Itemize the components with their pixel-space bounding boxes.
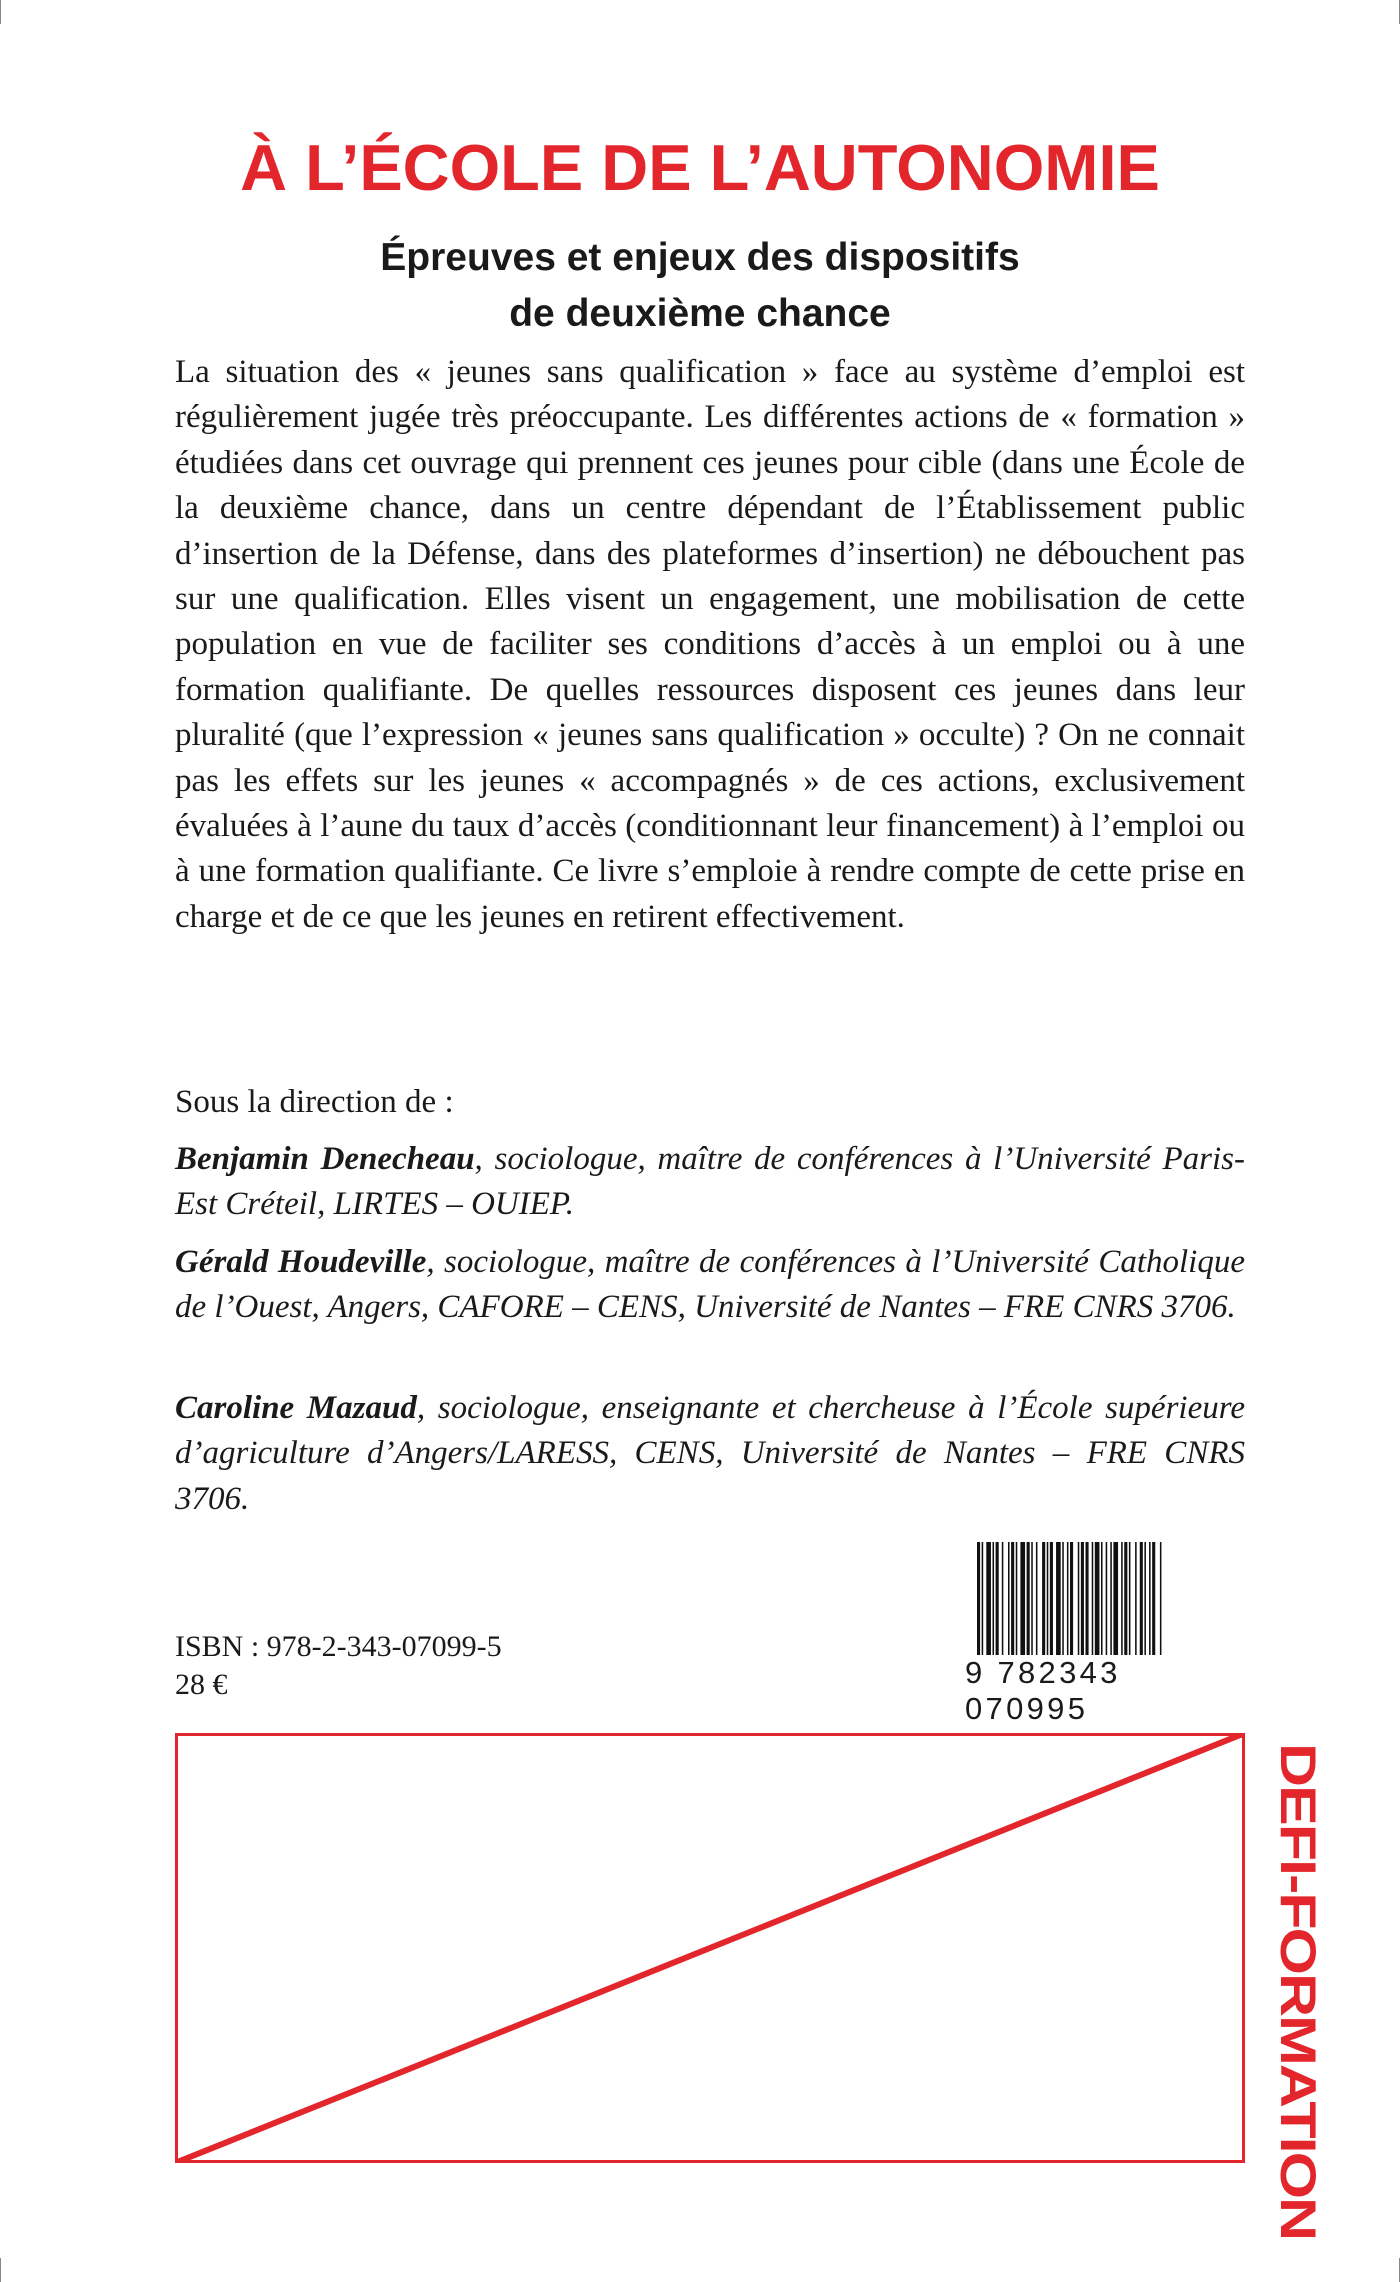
crop-mark-bottom-left: [0, 2258, 1, 2282]
book-subtitle: [0, 230, 1400, 342]
book-title: À L’ÉCOLE DE L’AUTONOMIE: [240, 131, 1160, 204]
editor-entry: [175, 1386, 1245, 1522]
editor-name: Benjamin Denecheau: [175, 1141, 475, 1177]
direction-label: Sous la direction de :: [175, 1084, 454, 1120]
crop-mark-top-left: [0, 0, 1, 24]
subtitle-line-1: Épreuves et enjeux des dispositifs: [380, 236, 1020, 279]
barcode-digits: 9 782343 070995: [963, 1655, 1255, 1727]
editor-description: , sociologue, enseignante et chercheuse à l’École supérieure d’agriculture d’Angers/LARESS, CENS, Université de Nantes – FRE CNRS 3706.: [175, 1390, 1245, 1517]
book-summary: La situation des « jeunes sans qualification » face au système d’emploi est régulièrement jugée très préoccupante. Les différentes actions de « formation » étudiées dans cet ouvrage qui prennent ces jeunes pour cible (dans une École de la deuxième chance, dans un centre dépendant de l’Établissement public d’insertion de la Défense, dans des plateformes d’insertion) ne débouchent pas sur une qualification. Elles visent un engagement, une mobilisation de cette population en vue de faciliter ses conditions d’accès à un emploi ou à une formation qualifiante. De quelles ressources disposent ces jeunes dans leur pluralité (que l’expression « jeunes sans qualification » occulte) ? On ne connait pas les effets sur les jeunes « accompagnés » de ces actions, exclusivement évaluées à l’aune du taux d’accès (conditionnant leur financement) à l’emploi ou à une formation qualifiante. Ce livre s’emploie à rendre compte de cette prise en charge et de ce que les jeunes en retirent effectivement.: [175, 354, 1245, 935]
series-name: DEFI-FORMATION: [1270, 1743, 1327, 2240]
editor-description: , sociologue, maître de conférences à l’Université Paris-Est Créteil, LIRTES – OUIEP.: [175, 1141, 1245, 1223]
editor-name: Gérald Houdeville: [175, 1244, 427, 1280]
editor-entry: [175, 1240, 1245, 1331]
price: 28 €: [175, 1668, 228, 1701]
editor-entry: [175, 1137, 1245, 1228]
editor-description: , sociologue, maître de conférences à l’Université Catholique de l’Ouest, Angers, CAFORE – CENS, Université de Nantes – FRE CNRS 3706.: [175, 1244, 1245, 1326]
series-frame-diagonal: [175, 1733, 1245, 2163]
series-frame: [175, 1733, 1245, 2163]
isbn: ISBN : 978-2-343-07099-5: [175, 1630, 502, 1663]
editor-name: Caroline Mazaud: [175, 1390, 417, 1426]
subtitle-line-2: de deuxième chance: [509, 292, 891, 335]
